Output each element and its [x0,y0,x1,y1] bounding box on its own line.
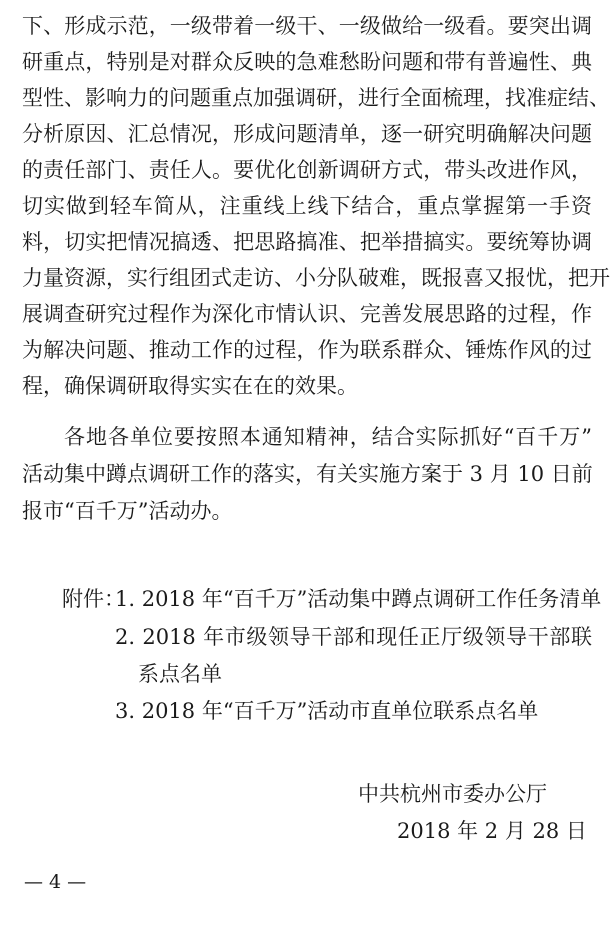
paragraph-line: 下、形成示范，一级带着一级干、一级做给一级看。要突出调 [22,14,592,38]
paragraph-line: 分析原因、汇总情况，形成问题清单，逐一研究明确解决问题 [22,122,592,146]
paragraph-line: 报市“百千万”活动办。 [22,499,233,523]
page-number: — 4 — [24,871,87,893]
paragraph-line: 研重点，特别是对群众反映的急难愁盼问题和带有普遍性、典 [22,50,592,74]
paragraph-line: 活动集中蹲点调研工作的落实，有关实施方案于 3 月 10 日前 [22,462,593,486]
paragraph-line: 为解决问题、推动工作的过程，作为联系群众、锤炼作风的过 [22,338,592,362]
paragraph-line: 料，切实把情况搞透、把思路搞准、把举措搞实。要统筹协调 [22,230,592,254]
paragraph-line: 力量资源，实行组团式走访、小分队破难，既报喜又报忧，把开 [22,266,610,290]
paragraph-line: 的责任部门、责任人。要优化创新调研方式，带头改进作风， [22,158,592,182]
attachment-item-3: 3. 2018 年“百千万”活动市直单位联系点名单 [115,699,539,723]
attachment-item-1: 1. 2018 年“百千万”活动集中蹲点调研工作任务清单 [115,587,602,611]
paragraph-line: 切实做到轻车简从，注重线上线下结合，重点掌握第一手资 [22,194,592,218]
paragraph-line: 型性、影响力的问题重点加强调研，进行全面梳理，找准症结、 [22,86,610,110]
attachments-label: 附件： [62,587,125,611]
paragraph-line: 展调查研究过程作为深化市情认识、完善发展思路的过程，作 [22,302,592,326]
attachment-item-2: 2. 2018 年市级领导干部和现任正厅级领导干部联 [115,625,592,649]
attachment-item-2-continued: 系点名单 [138,662,222,686]
issuer-name: 中共杭州市委办公厅 [358,782,547,806]
paragraph-line: 各地各单位要按照本通知精神，结合实际抓好“百千万” [64,425,592,449]
issue-date: 2018 年 2 月 28 日 [397,819,587,843]
paragraph-line: 程，确保调研取得实实在在的效果。 [22,374,358,398]
